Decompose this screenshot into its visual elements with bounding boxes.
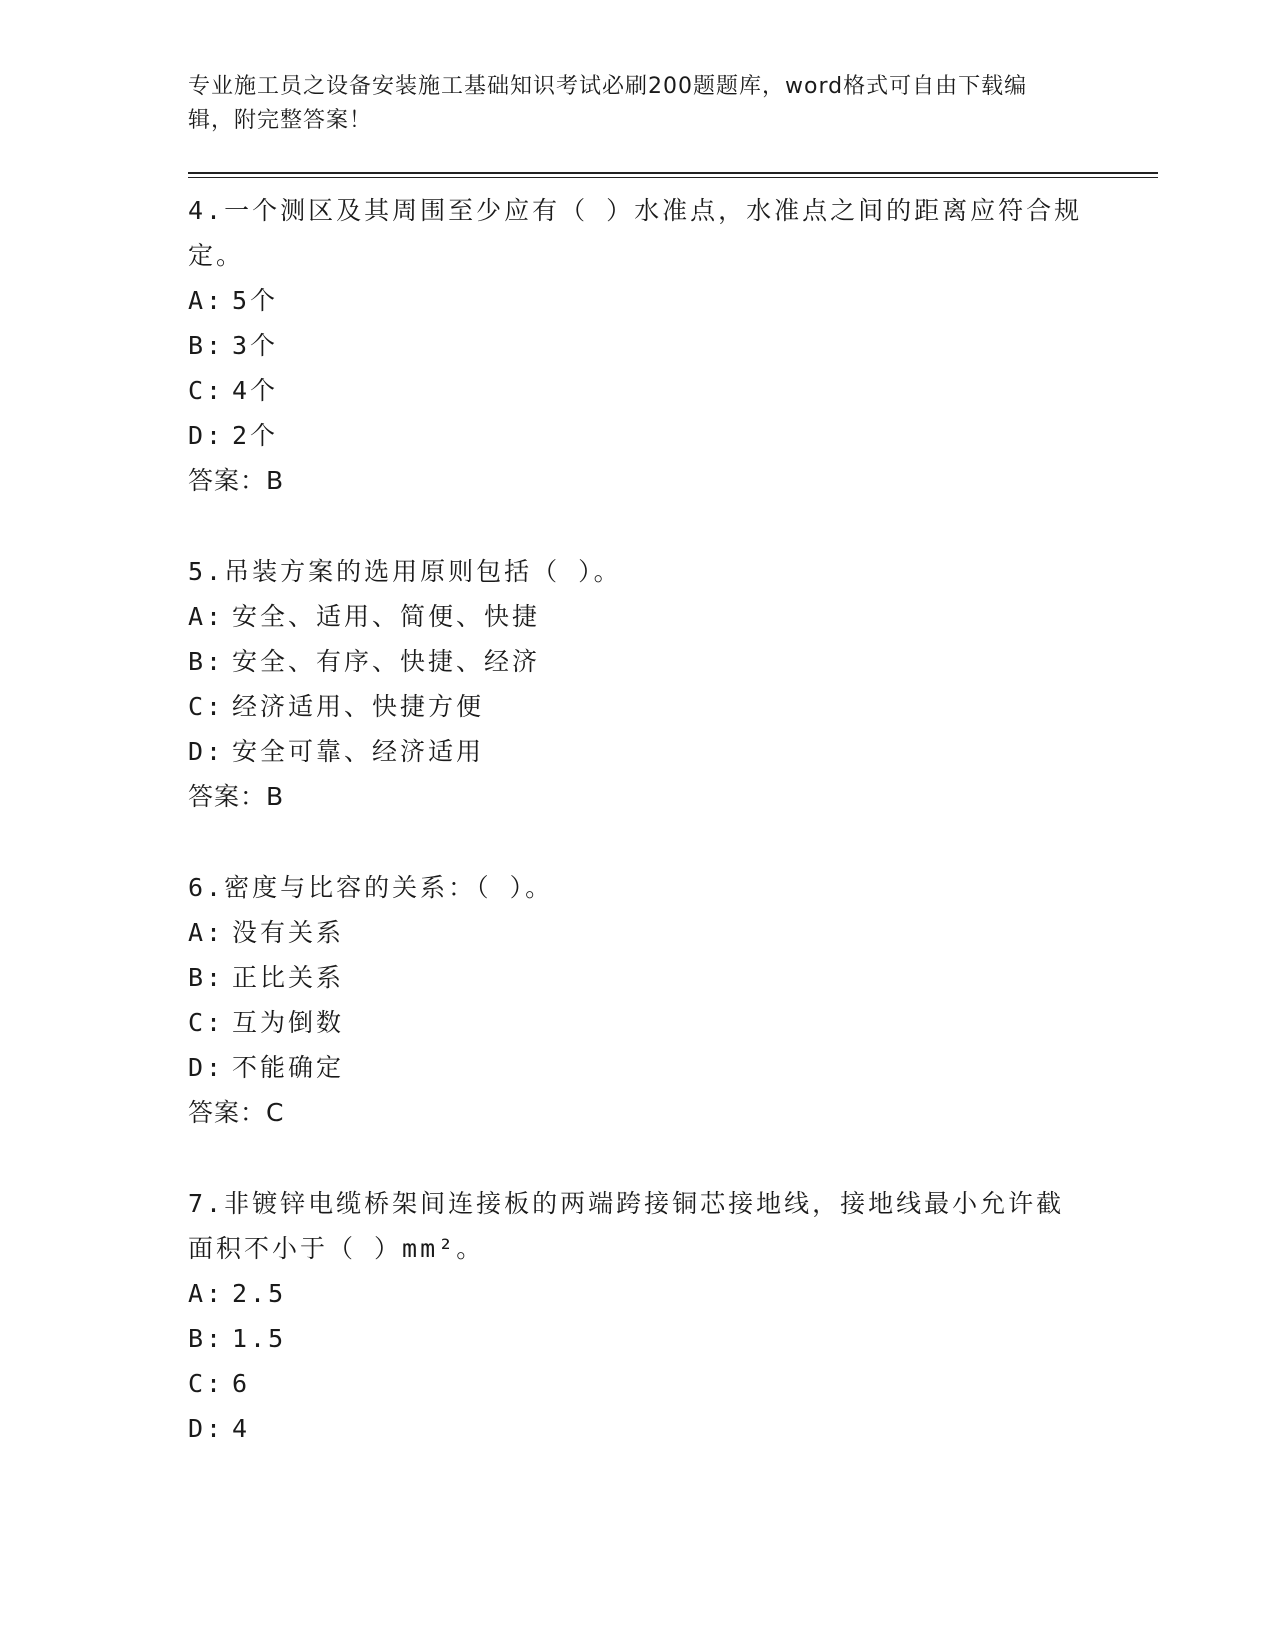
option-b bbox=[188, 639, 1158, 684]
answer-text: 答案：B bbox=[188, 782, 285, 811]
option-key: B: bbox=[188, 647, 225, 676]
option-c bbox=[188, 1000, 1158, 1045]
option-b bbox=[188, 955, 1158, 1000]
option-key: D: bbox=[188, 737, 225, 766]
option-text: 4 bbox=[232, 1414, 251, 1443]
question-item bbox=[188, 549, 1158, 819]
option-key: D: bbox=[188, 421, 225, 450]
document-header: 专业施工员之设备安装施工基础知识考试必刷200题题库，word格式可自由下载编辑，附完整答案！ bbox=[188, 74, 1028, 133]
option-text: 没有关系 bbox=[232, 918, 345, 947]
option-key: A: bbox=[188, 918, 225, 947]
option-a bbox=[188, 910, 1158, 955]
option-b bbox=[188, 323, 1158, 368]
option-key: A: bbox=[188, 602, 225, 631]
option-key: A: bbox=[188, 1279, 225, 1308]
option-text: 2个 bbox=[232, 421, 279, 450]
option-d bbox=[188, 1406, 1158, 1451]
option-key: A: bbox=[188, 286, 225, 315]
option-text: 6 bbox=[232, 1369, 251, 1398]
option-text: 安全、有序、快捷、经济 bbox=[232, 647, 541, 676]
answer-text: 答案：B bbox=[188, 466, 285, 495]
option-key: C: bbox=[188, 376, 225, 405]
option-a bbox=[188, 1271, 1158, 1316]
option-text: 安全、适用、简便、快捷 bbox=[232, 602, 541, 631]
option-c bbox=[188, 1361, 1158, 1406]
option-key: B: bbox=[188, 331, 225, 360]
document-page bbox=[188, 70, 1158, 1497]
question-text: 5.吊装方案的选用原则包括（ ）。 bbox=[188, 557, 622, 586]
option-key: D: bbox=[188, 1053, 225, 1082]
option-key: D: bbox=[188, 1414, 225, 1443]
option-c bbox=[188, 684, 1158, 729]
option-key: B: bbox=[188, 1324, 225, 1353]
option-text: 经济适用、快捷方便 bbox=[232, 692, 485, 721]
question-text: 7.非镀锌电缆桥架间连接板的两端跨接铜芯接地线，接地线最小允许截面积不小于（ ）mm²。 bbox=[188, 1189, 1065, 1263]
option-text: 4个 bbox=[232, 376, 279, 405]
question-item bbox=[188, 1181, 1158, 1451]
option-text: 1.5 bbox=[232, 1324, 287, 1353]
option-text: 3个 bbox=[232, 331, 279, 360]
option-d bbox=[188, 729, 1158, 774]
option-key: C: bbox=[188, 1369, 225, 1398]
option-text: 安全可靠、经济适用 bbox=[232, 737, 485, 766]
question-list bbox=[188, 188, 1158, 1451]
answer-text: 答案：C bbox=[188, 1098, 285, 1127]
option-text: 5个 bbox=[232, 286, 279, 315]
option-text: 正比关系 bbox=[232, 963, 345, 992]
option-text: 互为倒数 bbox=[232, 1008, 345, 1037]
header-divider bbox=[188, 172, 1158, 178]
option-c bbox=[188, 368, 1158, 413]
option-text: 不能确定 bbox=[232, 1053, 345, 1082]
question-text: 4.一个测区及其周围至少应有（ ）水准点，水准点之间的距离应符合规定。 bbox=[188, 196, 1083, 270]
option-d bbox=[188, 1045, 1158, 1090]
option-text: 2.5 bbox=[232, 1279, 287, 1308]
question-item bbox=[188, 188, 1158, 503]
option-key: B: bbox=[188, 963, 225, 992]
option-key: C: bbox=[188, 1008, 225, 1037]
option-key: C: bbox=[188, 692, 225, 721]
question-item bbox=[188, 865, 1158, 1135]
option-d bbox=[188, 413, 1158, 458]
option-a bbox=[188, 594, 1158, 639]
option-b bbox=[188, 1316, 1158, 1361]
option-a bbox=[188, 278, 1158, 323]
question-text: 6.密度与比容的关系：（ ）。 bbox=[188, 873, 554, 902]
